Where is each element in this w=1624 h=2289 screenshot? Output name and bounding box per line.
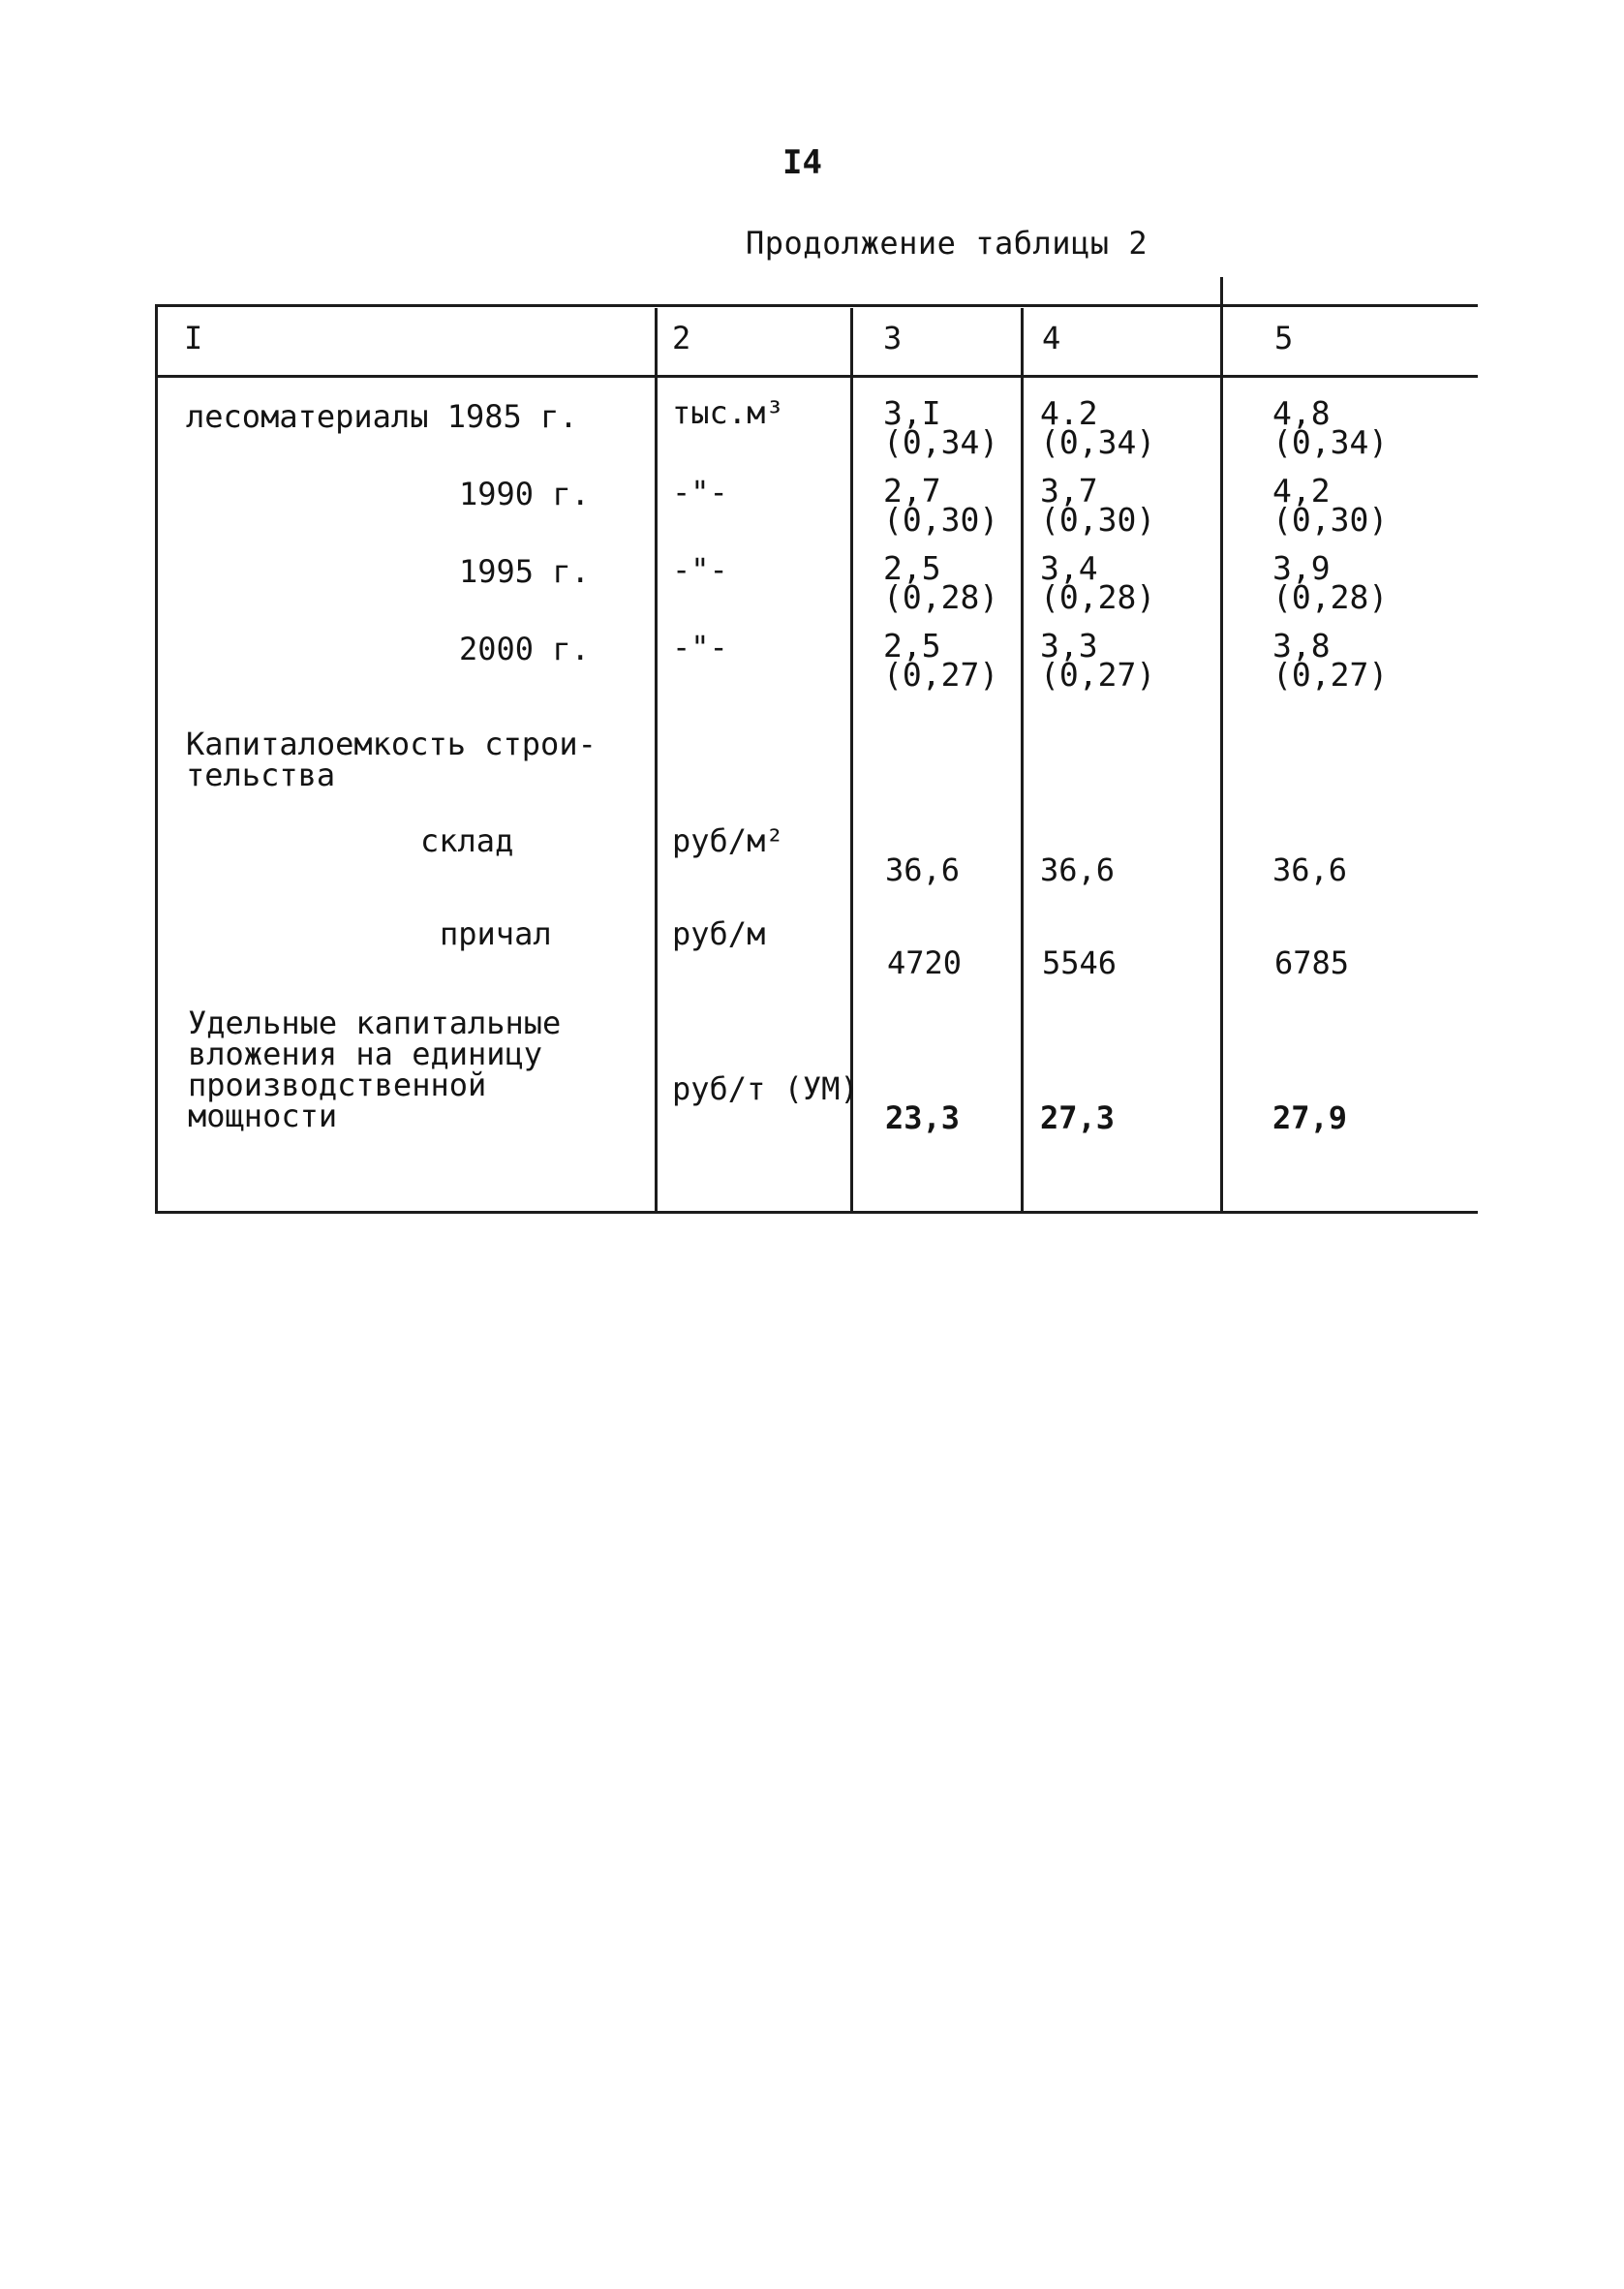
- row-label-specific-investment: [188, 1005, 562, 1134]
- row-label-prichal: причал: [440, 915, 552, 952]
- value-1985-col3: [883, 394, 999, 461]
- row-label-2000: 2000 г.: [459, 631, 590, 667]
- value-main: 3,8: [1272, 627, 1331, 665]
- value-2000-col5: [1272, 627, 1389, 694]
- value-main: 4,2: [1272, 472, 1331, 510]
- column-divider-4: [1220, 277, 1223, 1211]
- value-main: 3,7: [1040, 472, 1098, 510]
- value-main: 2,5: [883, 549, 941, 587]
- value-1990-col4: [1040, 472, 1156, 539]
- label-line: мощности: [188, 1098, 338, 1134]
- value-sub: (0,34): [1040, 423, 1156, 461]
- label-line: производственной: [188, 1067, 487, 1103]
- value-2000-col4: [1040, 627, 1156, 694]
- value-specific-col5: 27,9: [1272, 1099, 1348, 1136]
- table-header-rule: [155, 375, 1478, 378]
- value-1995-col3: [883, 549, 999, 616]
- value-main: 3,4: [1040, 549, 1098, 587]
- value-sub: (0,28): [1040, 578, 1156, 616]
- row-unit-specific-investment: руб/т (УМ): [672, 1070, 859, 1107]
- value-specific-col4: 27,3: [1040, 1099, 1116, 1136]
- value-sub: (0,30): [883, 501, 999, 539]
- value-specific-col3: 23,3: [885, 1099, 961, 1136]
- row-unit-prichal: руб/м: [672, 915, 766, 952]
- value-prichal-col4: 5546: [1042, 944, 1118, 981]
- value-1990-col3: [883, 472, 999, 539]
- section-label-capital-intensity: [186, 726, 597, 793]
- value-sub: (0,34): [883, 423, 999, 461]
- value-main: 2,5: [883, 627, 941, 665]
- column-divider-3: [1021, 308, 1024, 1211]
- value-main: 4.2: [1040, 394, 1098, 432]
- value-sub: (0,27): [883, 656, 999, 694]
- table-bottom-rule: [155, 1211, 1478, 1214]
- label-line: Удельные капитальные: [188, 1005, 562, 1041]
- row-label-1995: 1995 г.: [459, 553, 590, 590]
- value-main: 4,8: [1272, 394, 1331, 432]
- value-1990-col5: [1272, 472, 1389, 539]
- value-sklad-col4: 36,6: [1040, 851, 1116, 888]
- value-main: 2,7: [883, 472, 941, 510]
- page-number: I4: [782, 143, 822, 182]
- value-sub: (0,28): [1272, 578, 1389, 616]
- value-1995-col4: [1040, 549, 1156, 616]
- label-line: вложения на единицу: [188, 1036, 543, 1072]
- column-header-1: I: [184, 320, 203, 356]
- value-prichal-col5: 6785: [1274, 944, 1350, 981]
- row-label-sklad: склад: [420, 822, 514, 859]
- column-header-2: 2: [672, 320, 691, 356]
- value-1995-col5: [1272, 549, 1389, 616]
- value-sub: (0,27): [1272, 656, 1389, 694]
- value-main: 3,9: [1272, 549, 1331, 587]
- row-unit-2000: -"-: [672, 629, 728, 665]
- row-unit-1985: тыс.м³: [672, 394, 784, 431]
- column-divider-1: [655, 308, 658, 1211]
- column-header-4: 4: [1042, 320, 1061, 356]
- value-1985-col5: [1272, 394, 1389, 461]
- value-2000-col3: [883, 627, 999, 694]
- label-line: тельства: [186, 757, 336, 793]
- row-label-1990: 1990 г.: [459, 476, 590, 512]
- row-unit-sklad: руб/м²: [672, 822, 784, 859]
- table-caption: Продолжение таблицы 2: [746, 225, 1149, 262]
- row-unit-1995: -"-: [672, 551, 728, 588]
- label-line: Капиталоемкость строи-: [186, 726, 597, 762]
- value-sklad-col5: 36,6: [1272, 851, 1348, 888]
- value-main: 3,3: [1040, 627, 1098, 665]
- row-unit-1990: -"-: [672, 474, 728, 510]
- value-sklad-col3: 36,6: [885, 851, 961, 888]
- column-header-3: 3: [883, 320, 903, 356]
- value-sub: (0,27): [1040, 656, 1156, 694]
- value-sub: (0,28): [883, 578, 999, 616]
- row-label-1985: лесоматериалы 1985 г.: [186, 398, 578, 435]
- value-prichal-col3: 4720: [887, 944, 963, 981]
- value-sub: (0,34): [1272, 423, 1389, 461]
- table-left-border: [155, 304, 158, 1211]
- column-header-5: 5: [1274, 320, 1294, 356]
- value-main: 3,I: [883, 394, 941, 432]
- table-top-rule: [155, 304, 1478, 307]
- value-sub: (0,30): [1272, 501, 1389, 539]
- value-1985-col4: [1040, 394, 1156, 461]
- value-sub: (0,30): [1040, 501, 1156, 539]
